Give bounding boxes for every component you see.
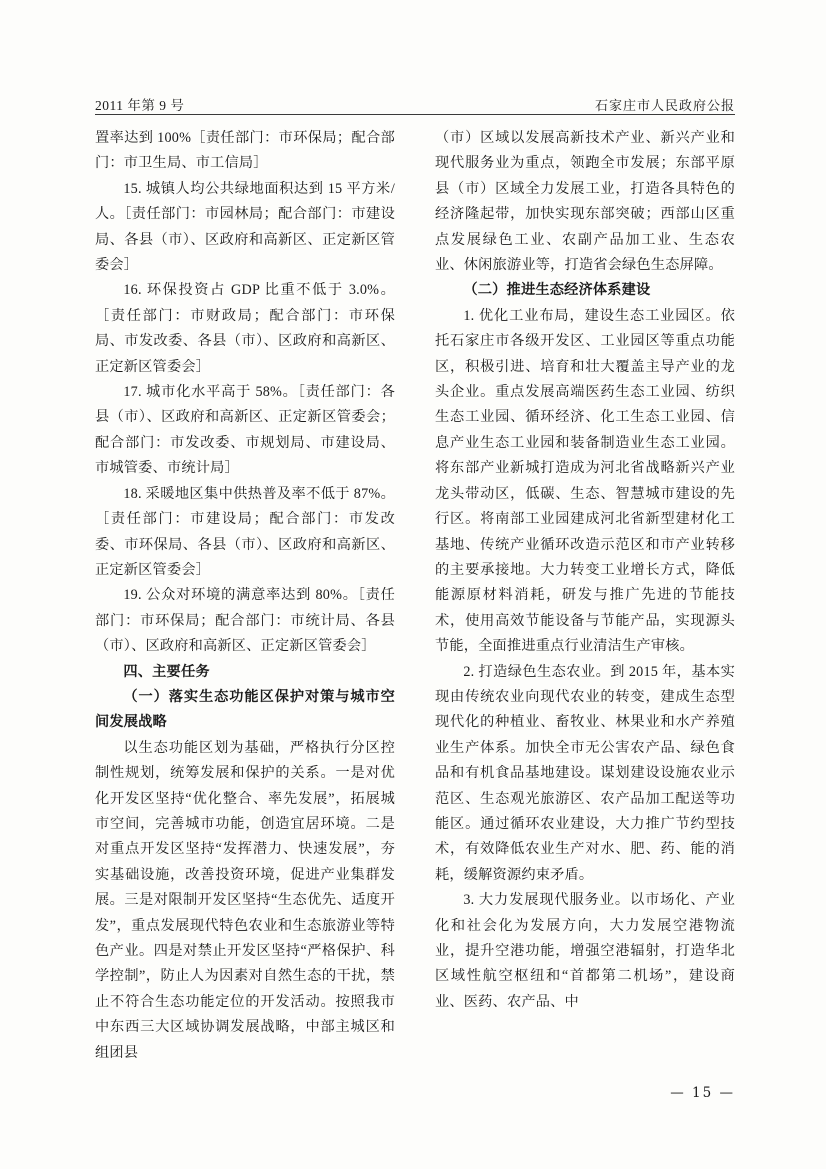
header-divider: [95, 114, 735, 115]
right-column: [435, 126, 735, 1086]
paragraph: 2. 打造绿色生态农业。到 2015 年，基本实现由传统农业向现代农业的转变，建成生态型现代化的种植业、畜牧业、林果业和水产养殖业生产体系。加快全市无公害农产品、绿色食品和有机食品基地建设。谋划建设设施农业示范区、生态观光旅游区、农产品加工配送等功能区。通过循环农业建设，大力推广节约型技术，有效降低农业生产对水、肥、药、能的消耗，缓解资源约束矛盾。: [435, 663, 735, 883]
paragraph: 15. 城镇人均公共绿地面积达到 15 平方米/人。［责任部门：市园林局；配合部门：市建设局、各县（市）、区政府和高新区、正定新区管委会］: [95, 180, 395, 274]
subsection-heading: （一）落实生态功能区保护对策与城市空间发展战略: [95, 688, 395, 731]
paragraph: 17. 城市化水平高于 58%。［责任部门：各县（市）、区政府和高新区、正定新区管委会；配合部门：市发改委、市规划局、市建设局、市城管委、市统计局］: [95, 384, 395, 477]
paragraph: 16. 环保投资占 GDP 比重不低于 3.0%。［责任部门：市财政局；配合部门：市环保局、市发改委、各县（市）、区政府和高新区、正定新区管委会］: [95, 282, 395, 375]
page-header: [95, 88, 735, 114]
header-publication-title: 石家庄市人民政府公报: [594, 99, 735, 114]
paragraph: 以生态功能区划为基础，严格执行分区控制性规划，统筹发展和保护的关系。一是对优化开发区坚持“优化整合、率先发展”，拓展城市空间，完善城市功能，创造宜居环境。二是对重点开发区坚持“发挥潜力、快速发展”，夯实基础设施，改善投资环境，促进产业集群发展。三是对限制开发区坚持“生态优先、适度开发”，重点发展现代特色农业和生态旅游业等特色产业。四是对禁止开发区坚持“严格保护、科学控制”，防止人为因素对自然生态的干扰，禁止不符合生态功能定位的开发活动。按照我市中东西三大区域协调发展战略，中部主城区和组团县: [95, 739, 395, 1061]
subsection-heading: （二）推进生态经济体系建设: [463, 282, 651, 299]
paragraph: 19. 公众对环境的满意率达到 80%。［责任部门：市环保局；配合部门：市统计局、各县（市）、区政府和高新区、正定新区管委会］: [95, 587, 395, 655]
header-issue-label: 2011 年第 9 号: [95, 98, 185, 113]
section-heading: 四、主要任务: [123, 663, 210, 680]
paragraph: 置率达到 100%［责任部门：市环保局；配合部门：市卫生局、市工信局］: [95, 130, 395, 172]
left-column: [95, 126, 395, 1086]
page-footer: [95, 1085, 735, 1101]
paragraph: 1. 优化工业布局，建设生态工业园区。依托石家庄市各级开发区、工业园区等重点功能区，积极引进、培育和壮大覆盖主导产业的龙头企业。重点发展高端医药生态工业园、纺织生态工业园、循环经济、化工生态工业园、信息产业生态工业园和装备制造业生态工业园。将东部产业新城打造成为河北省战略新兴产业龙头带动区，低碳、生态、智慧城市建设的先行区。将南部工业园建成河北省新型建材化工基地、传统产业循环改造示范区和市产业转移的主要承接地。大力转变工业增长方式，降低能源原材料消耗，研发与推广先进的节能技术，使用高效节能设备与节能产品，实现源头节能，全面推进重点行业清洁生产审核。: [435, 307, 735, 655]
paragraph: 18. 采暖地区集中供热普及率不低于 87%。［责任部门：市建设局；配合部门：市发改委、市环保局、各县（市）、区政府和高新区、正定新区管委会］: [95, 485, 395, 578]
paragraph: 3. 大力发展现代服务业。以市场化、产业化和社会化为发展方向，大力发展空港物流业，提升空港功能，增强空港辐射，打造华北区域性航空枢纽和“首都第二机场”，建设商业、医药、农产品、中: [435, 892, 735, 1010]
paragraph: （市）区域以发展高新技术产业、新兴产业和现代服务业为重点，领跑全市发展；东部平原县（市）区域全力发展工业，打造各具特色的经济隆起带，加快实现东部突破；西部山区重点发展绿色工业、农副产品加工业、生态农业、休闲旅游业等，打造省会绿色生态屏障。: [435, 130, 735, 274]
page-number: — 15 —: [670, 1085, 735, 1101]
body-columns: [95, 126, 735, 1086]
